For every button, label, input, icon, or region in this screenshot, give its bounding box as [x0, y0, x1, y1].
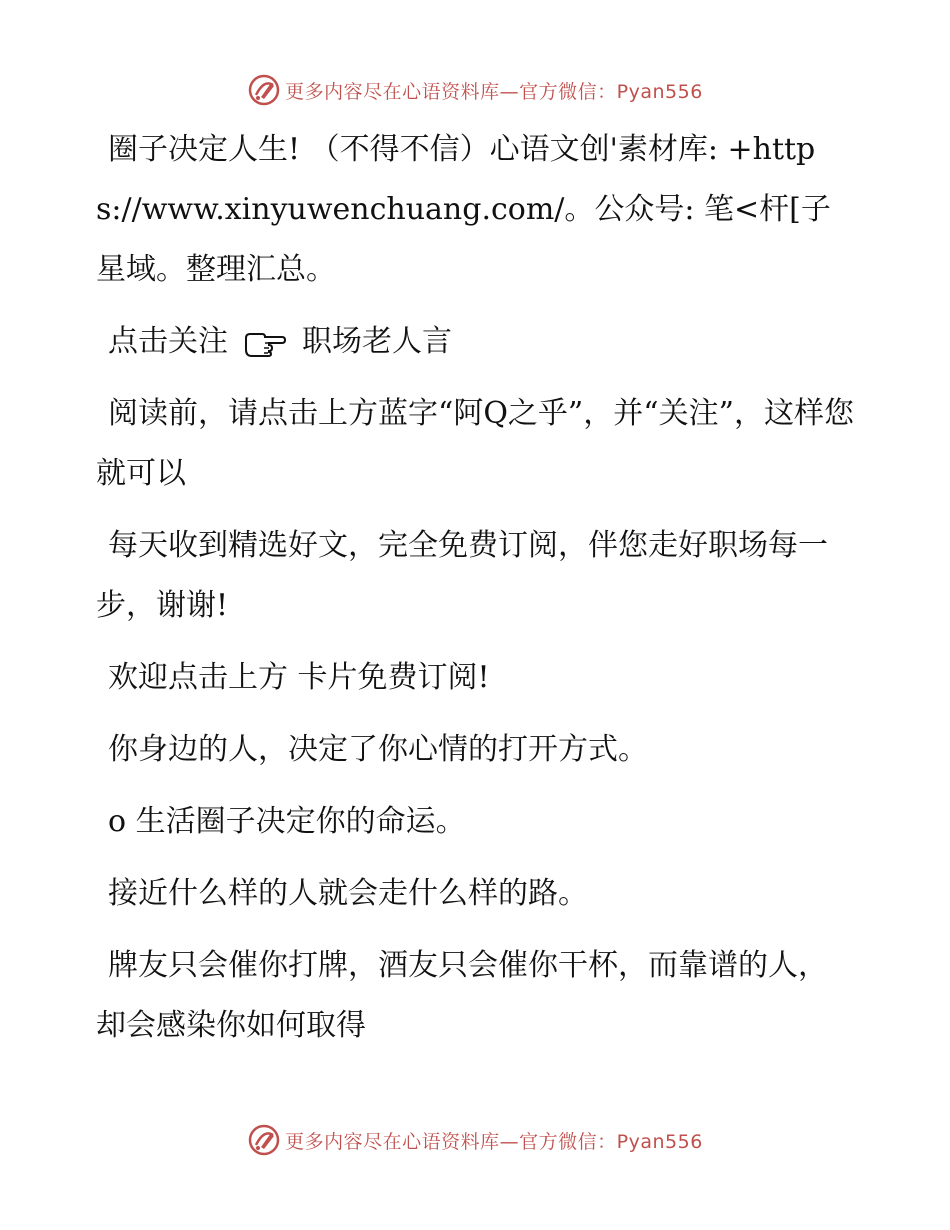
- paragraph-4: 每天收到精选好文，完全免费订阅，伴您走好职场每一步，谢谢!: [96, 528, 828, 623]
- paragraph-7: o 生活圈子决定你的命运。: [108, 804, 466, 839]
- pointing-hand-icon: [242, 328, 288, 358]
- paragraph-2: [96, 312, 856, 372]
- logo-icon: [247, 73, 281, 107]
- document-body: [96, 120, 856, 1068]
- follow-text: 点击关注: [108, 324, 228, 359]
- paragraph-5: 欢迎点击上方 卡片免费订阅!: [108, 660, 490, 695]
- paragraph-9: 牌友只会催你打牌，酒友只会催你干杯，而靠谱的人，却会感染你如何取得: [96, 948, 828, 1043]
- footer-banner: [0, 1120, 950, 1160]
- account-name-text: 职场老人言: [302, 324, 452, 359]
- header-banner: [0, 70, 950, 110]
- paragraph-1: 圈子决定人生! （不得不信）心语文创'素材库: +https://www.xinyuwenchuang.com/。公众号: 笔<杆[子星域。整理汇总。: [96, 132, 831, 287]
- paragraph-6: 你身边的人，决定了你心情的打开方式。: [108, 732, 648, 767]
- paragraph-8: 接近什么样的人就会走什么样的路。: [108, 876, 588, 911]
- logo-icon: [247, 1123, 281, 1157]
- footer-banner-text: 更多内容尽在心语资料库—官方微信：Pyan556: [285, 1130, 703, 1153]
- paragraph-3: 阅读前，请点击上方蓝字“阿Q之乎”，并“关注”，这样您就可以: [96, 396, 854, 491]
- header-banner-text: 更多内容尽在心语资料库—官方微信：Pyan556: [285, 80, 703, 103]
